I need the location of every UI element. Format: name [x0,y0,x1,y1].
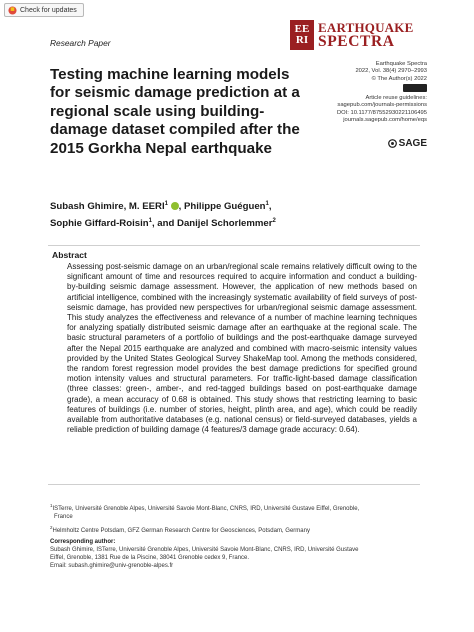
check-for-updates-label: Check for updates [20,6,77,14]
affiliation-2-number: 2 [50,525,53,530]
publisher-logo [388,138,427,149]
author-4-affil: 2 [272,218,276,225]
check-for-updates-badge[interactable] [4,3,84,17]
paper-type-label: Research Paper [50,38,111,48]
corresponding-author [50,538,410,570]
author-2-affil: 1 [265,201,269,207]
meta-copyright: © The Author(s) 2022 [371,75,427,82]
corresponding-line-1: Subash Ghimire, ISTerre, Université Grenoble Alpes, Université Savoie Mont-Blanc, CNRS, IRD, Université Gustave [50,547,359,553]
author-2[interactable]: Philippe Guéguen [183,201,266,213]
affiliation-1-text: ISTerre, Université Grenoble Alpes, Université Savoie Mont-Blanc, CNRS, IRD, Université Gustave Eiffel, Grenoble, [52,506,360,512]
sage-icon [388,139,397,148]
abstract-text: Assessing post-seismic damage on an urban/regional scale remains relatively difficult owing to the significant amount of time and resources required to acquire information and conduct a building-by-building seismic damage assessment. However, the application of new methods based on artificial intelligence, combined with the increasingly systematic availability of field surveys of post-seismic damage, has provided new perspectives for urban/regional seismic damage assessment. This study analyzes the effectiveness and relevance of a number of machine learning techniques for analyzing spatially distributed seismic damage after an earthquake at the regional scale. The basic structural parameters of a portfolio of buildings and the post-earthquake damage surveyed after the Nepal 2015 earthquake are analyzed and combined with macro-seismic intensity values provided by the United States Geological Survey ShakeMap tool. Among the methods considered, the random forest regression model provides the best damage predictions for specified ground motion intensity values and structural parameters. For traffic-light-based damage classification (three classes: green-, amber-, and red-tagged buildings based on post-earthquake damage grade), a mean accuracy of 0.68 is obtained. This study shows that restricting learning to basic features of buildings (i.e. number of stories, height, plinth area, and age), which could be readily available from authoritative databases (e.g. national census) or field-surveyed databases, yields a reliable prediction of building damage (4 features/3 damage grade accuracy: 0.64). [67,262,417,435]
cc-license-icon[interactable] [403,84,427,92]
meta-journal: Earthquake Spectra [375,61,427,67]
logo-mark-bottom: RI [295,34,309,46]
affiliation-2-text: Helmholtz Centre Potsdam, GFZ German Research Centre for Geosciences, Potsdam, Germany [52,528,310,534]
journal-logo [290,20,413,50]
meta-journal-url[interactable]: journals.sagepub.com/home/eqs [343,117,427,124]
journal-logo-text [318,21,413,49]
abstract-heading: Abstract [52,250,87,260]
meta-reuse-link[interactable]: sagepub.com/journals-permissions [337,102,427,109]
article-meta [337,61,427,124]
affiliation-2 [50,524,410,535]
corresponding-heading: Corresponding author: [50,539,116,545]
article-title: Testing machine learning models for seismic damage prediction at a regional scale using building-damage dataset compiled after the 2015 Gorkha Nepal earthquake [50,66,300,157]
logo-line-2: SPECTRA [318,33,395,50]
meta-doi[interactable]: DOI: 10.1177/87552930221106495 [336,109,427,116]
crossmark-icon [8,6,17,15]
author-3[interactable]: Sophie Giffard-Roisin [50,218,149,230]
affiliations [50,502,410,538]
corresponding-email[interactable]: Email: subash.ghimire@univ-grenoble-alpes.fr [50,563,174,569]
author-3-affil: 1 [148,218,152,225]
author-conjunction: , and [151,218,178,230]
author-1[interactable]: Subash Ghimire, M. EERI [50,201,165,213]
author-1-affil: 1 [164,201,168,207]
publisher-name: SAGE [398,138,427,149]
logo-line-1: EARTHQUAKE [318,20,414,35]
affiliation-1 [50,502,410,521]
corresponding-line-2: Eiffel, Grenoble, 1381 Rue de la Piscine, 38041 Grenoble cedex 9, France. [50,555,250,561]
abstract-box [48,245,420,485]
meta-reuse-label: Article reuse guidelines: [365,95,427,102]
meta-volume: 2022, Vol. 38(4) 2970–2993 [355,68,427,75]
affiliation-1-cont: France [54,514,73,520]
logo-mark-top: EE [294,23,310,35]
author-4[interactable]: Danijel Schorlemmer [177,218,273,230]
affiliation-1-number: 1 [50,503,53,508]
eeri-logo-mark [290,20,314,50]
author-list: Subash Ghimire, M. EERI$^1$ , Philippe Guéguen$^1$, Sophie Giffard-Roisin$^1$, and Danijel Schorlemmer$^2$ [50,201,276,230]
orcid-icon[interactable] [171,202,179,210]
